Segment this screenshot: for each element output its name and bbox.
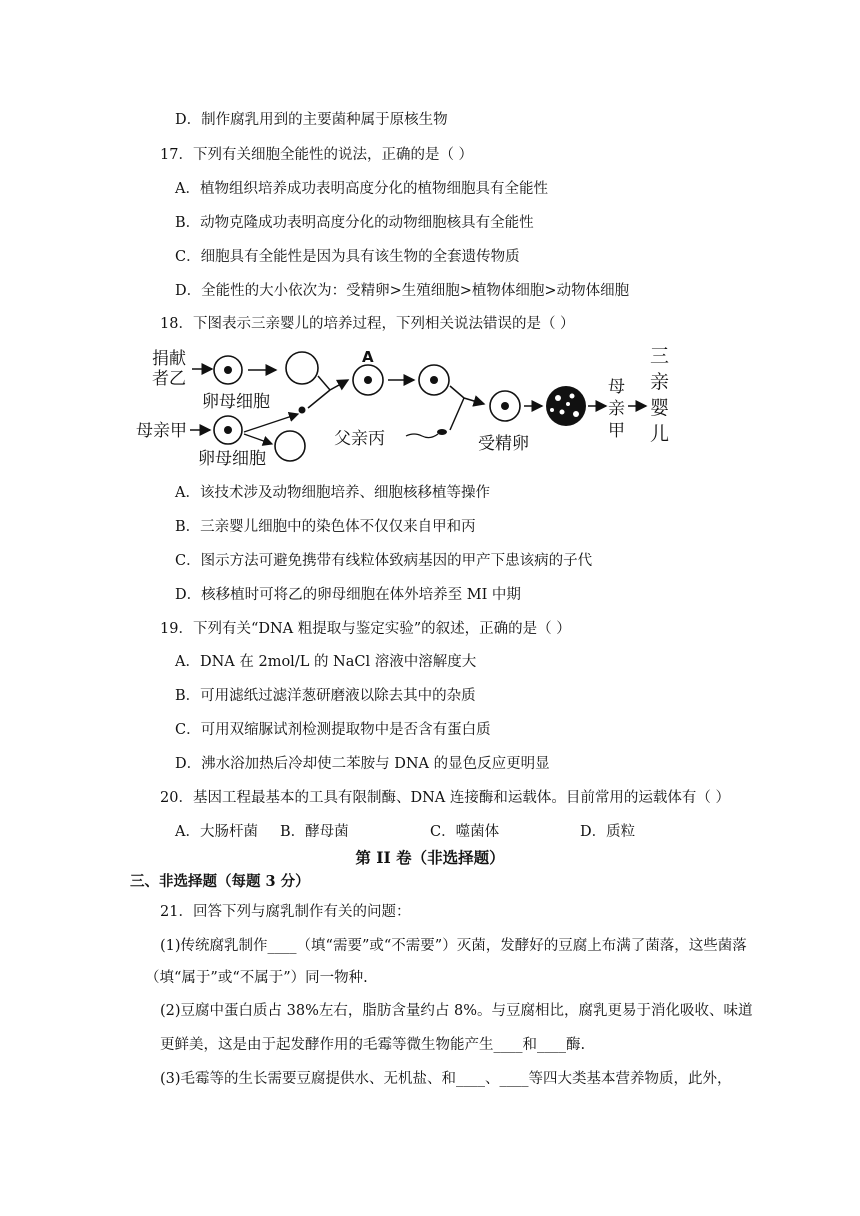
father-c-label: 父亲丙 (334, 429, 385, 449)
q19-option-b: B．可用滤纸过滤洋葱研磨液以除去其中的杂质 (175, 688, 476, 704)
q19-stem: 19．下列有关“DNA 粗提取与鉴定实验”的叙述，正确的是（ ） (160, 621, 571, 637)
q16-option-d: D．制作腐乳用到的主要菌种属于原核生物 (175, 112, 448, 128)
q17-option-d: D．全能性的大小依次为：受精卵>生殖细胞>植物体细胞>动物体细胞 (175, 283, 630, 299)
baby-vert-2: 亲 (650, 371, 670, 393)
donor-b-label-2: 者乙 (152, 369, 186, 389)
part-two-heading: 第 II 卷（非选择题） (355, 848, 505, 867)
early-embryo (546, 386, 586, 426)
q18-option-d: D．核移植时可将乙的卵母细胞在体外培养至 MI 中期 (175, 587, 521, 603)
zygote-label: 受精卵 (478, 434, 529, 454)
baby-vert-3: 婴 (650, 397, 670, 419)
baby-vert-4: 儿 (650, 423, 670, 445)
q20-stem: 20．基因工程最基本的工具有限制酶、DNA 连接酶和运载体。目前常用的运载体有（ ） (160, 790, 730, 806)
q21-part1-line2: （填“属于”或“不属于”）同一物种. (145, 970, 368, 986)
q21-part1-line1: (1)传统腐乳制作____（填“需要”或“不需要”）灭菌，发酵好的豆腐上布满了菌落，这些菌落 (160, 938, 747, 954)
q19-option-a: A．DNA 在 2mol/L 的 NaCl 溶液中溶解度大 (175, 654, 477, 670)
oocyte-bottom-label: 卵母细胞 (198, 449, 266, 469)
mother-vert-2: 亲 (608, 399, 625, 419)
mother-vert-3: 甲 (608, 421, 625, 441)
label-a: A (362, 348, 374, 366)
mother-vert-1: 母 (608, 377, 625, 397)
q18-option-a: A．该技术涉及动物细胞培养、细胞核移植等操作 (175, 485, 490, 501)
q17-option-a: A．植物组织培养成功表明高度分化的植物细胞具有全能性 (175, 181, 548, 197)
mother-enucleated-oocyte (275, 431, 305, 461)
q19-option-d: D．沸水浴加热后冷却使二苯胺与 DNA 的显色反应更明显 (175, 756, 550, 772)
donor-b-label-1: 捐献 (152, 349, 186, 369)
q20-option-b: B．酵母菌 (280, 824, 349, 840)
baby-vert-1: 三 (650, 345, 670, 367)
mother-a-label: 母亲甲 (136, 421, 187, 441)
q21-part3-line1: (3)毛霉等的生长需要豆腐提供水、无机盐、和____、____等四大类基本营养物质，此外， (160, 1071, 732, 1087)
sperm (437, 429, 447, 435)
q21-stem: 21．回答下列与腐乳制作有关的问题： (160, 904, 411, 920)
q20-option-c: C．噬菌体 (430, 824, 500, 840)
three-parent-baby-diagram (130, 344, 690, 472)
section-three-heading: 三、非选择题（每题 3 分） (130, 873, 310, 890)
transferred-nucleus (299, 407, 306, 414)
q21-part2-line2: 更鲜美，这是由于起发酵作用的毛霉等微生物能产生____和____酶. (160, 1037, 586, 1053)
q20-option-d: D．质粒 (580, 824, 636, 840)
oocyte-top-label: 卵母细胞 (202, 392, 270, 412)
q17-stem: 17．下列有关细胞全能性的说法，正确的是（ ） (160, 147, 474, 163)
q19-option-c: C．可用双缩脲试剂检测提取物中是否含有蛋白质 (175, 722, 491, 738)
q17-option-b: B．动物克隆成功表明高度分化的动物细胞核具有全能性 (175, 215, 534, 231)
q18-option-c: C．图示方法可避免携带有线粒体致病基因的甲产下患该病的子代 (175, 553, 593, 569)
q18-stem: 18．下图表示三亲婴儿的培养过程，下列相关说法错误的是（ ） (160, 316, 575, 332)
q18-option-b: B．三亲婴儿细胞中的染色体不仅仅来自甲和丙 (175, 519, 476, 535)
q20-option-a: A．大肠杆菌 (175, 824, 258, 840)
enucleated-oocyte (286, 352, 318, 384)
q17-option-c: C．细胞具有全能性是因为具有该生物的全套遗传物质 (175, 249, 520, 265)
q21-part2-line1: (2)豆腐中蛋白质占 38%左右，脂肪含量约占 8%。与豆腐相比，腐乳更易于消化吸收、味道 (160, 1003, 753, 1019)
